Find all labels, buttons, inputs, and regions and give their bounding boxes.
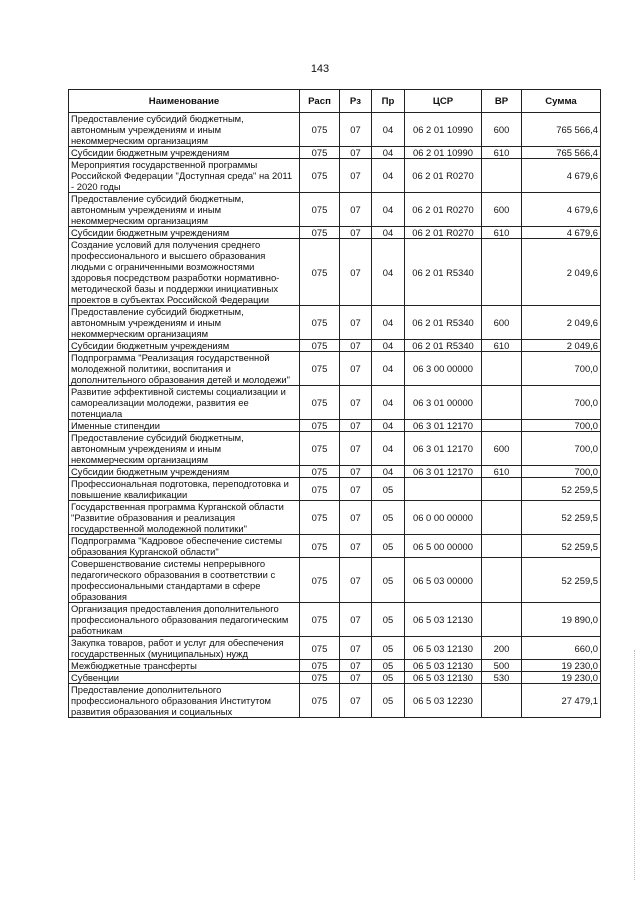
- cell-rasp: 075: [300, 637, 340, 660]
- cell-pr: 05: [372, 660, 405, 672]
- cell-vr: [482, 478, 522, 501]
- cell-vr: 610: [482, 466, 522, 478]
- cell-sum: 52 259,5: [522, 478, 601, 501]
- table-row: [69, 558, 601, 603]
- cell-rasp: 075: [300, 227, 340, 239]
- table-row: [69, 660, 601, 672]
- cell-csr: 06 5 03 12130: [405, 672, 482, 684]
- cell-vr: 600: [482, 306, 522, 340]
- cell-rasp: 075: [300, 306, 340, 340]
- cell-csr: 06 5 03 12130: [405, 603, 482, 637]
- cell-csr: 06 3 01 12170: [405, 466, 482, 478]
- cell-rasp: 075: [300, 193, 340, 227]
- cell-sum: 765 566,4: [522, 113, 601, 147]
- cell-rz: 07: [340, 306, 372, 340]
- cell-pr: 05: [372, 637, 405, 660]
- table-row: [69, 637, 601, 660]
- cell-vr: [482, 501, 522, 535]
- cell-sum: 765 566,4: [522, 147, 601, 159]
- cell-vr: 610: [482, 340, 522, 352]
- cell-name: Субвенции: [69, 672, 300, 684]
- cell-csr: [405, 478, 482, 501]
- table-row: [69, 603, 601, 637]
- cell-name: Предоставление субсидий бюджетным, автономным учреждениям и иным некоммерческим организациям: [69, 193, 300, 227]
- cell-name: Создание условий для получения среднего профессионального и высшего образования людьми с ограниченными возможностями здоровья посредством разработки нормативно-методической базы и поддержки инициативных проектов в субъектах Российской Федерации: [69, 239, 300, 306]
- table-row: [69, 352, 601, 386]
- cell-sum: 27 479,1: [522, 684, 601, 718]
- cell-rz: 07: [340, 147, 372, 159]
- cell-vr: 200: [482, 637, 522, 660]
- cell-rz: 07: [340, 239, 372, 306]
- cell-name: Предоставление субсидий бюджетным, автономным учреждениям и иным некоммерческим организациям: [69, 432, 300, 466]
- cell-rz: 07: [340, 340, 372, 352]
- cell-vr: [482, 603, 522, 637]
- cell-rz: 07: [340, 193, 372, 227]
- cell-name: Подпрограмма "Кадровое обеспечение системы образования Курганской области": [69, 535, 300, 558]
- cell-rasp: 075: [300, 501, 340, 535]
- cell-rz: 07: [340, 352, 372, 386]
- cell-csr: 06 5 03 12130: [405, 660, 482, 672]
- cell-rasp: 075: [300, 478, 340, 501]
- cell-csr: 06 5 03 00000: [405, 558, 482, 603]
- page-number: 143: [310, 63, 330, 75]
- cell-csr: 06 2 01 R5340: [405, 340, 482, 352]
- cell-vr: 500: [482, 660, 522, 672]
- cell-pr: 04: [372, 193, 405, 227]
- cell-rz: 07: [340, 558, 372, 603]
- cell-rasp: 075: [300, 603, 340, 637]
- cell-name: Межбюджетные трансферты: [69, 660, 300, 672]
- cell-sum: 660,0: [522, 637, 601, 660]
- cell-pr: 05: [372, 558, 405, 603]
- cell-csr: 06 2 01 R5340: [405, 239, 482, 306]
- cell-rasp: 075: [300, 352, 340, 386]
- header-rz: Рз: [340, 90, 372, 113]
- cell-rasp: 075: [300, 432, 340, 466]
- cell-rz: 07: [340, 386, 372, 420]
- cell-csr: 06 5 00 00000: [405, 535, 482, 558]
- cell-vr: [482, 535, 522, 558]
- cell-name: Субсидии бюджетным учреждениям: [69, 340, 300, 352]
- cell-sum: 2 049,6: [522, 239, 601, 306]
- table-header-row: [69, 90, 601, 113]
- table-row: [69, 432, 601, 466]
- table-row: [69, 420, 601, 432]
- header-pr: Пр: [372, 90, 405, 113]
- cell-csr: 06 2 01 10990: [405, 113, 482, 147]
- cell-rz: 07: [340, 603, 372, 637]
- cell-rasp: 075: [300, 672, 340, 684]
- cell-name: Субсидии бюджетным учреждениям: [69, 227, 300, 239]
- cell-vr: [482, 352, 522, 386]
- cell-sum: 52 259,5: [522, 535, 601, 558]
- cell-vr: 600: [482, 193, 522, 227]
- cell-sum: 700,0: [522, 466, 601, 478]
- header-rasp: Расп: [300, 90, 340, 113]
- cell-pr: 04: [372, 113, 405, 147]
- cell-sum: 700,0: [522, 386, 601, 420]
- cell-name: Мероприятия государственной программы Российской Федерации "Доступная среда" на 2011 - 2020 годы: [69, 159, 300, 193]
- cell-sum: 700,0: [522, 352, 601, 386]
- cell-rz: 07: [340, 535, 372, 558]
- cell-rz: 07: [340, 684, 372, 718]
- cell-name: Подпрограмма "Реализация государственной молодежной политики, воспитания и дополнительного образования детей и молодежи": [69, 352, 300, 386]
- cell-csr: 06 3 01 12170: [405, 432, 482, 466]
- cell-rz: 07: [340, 478, 372, 501]
- cell-vr: 610: [482, 147, 522, 159]
- cell-rasp: 075: [300, 340, 340, 352]
- cell-csr: 06 3 01 00000: [405, 386, 482, 420]
- cell-rasp: 075: [300, 466, 340, 478]
- cell-name: Развитие эффективной системы социализации и самореализации молодежи, развития ее потенциала: [69, 386, 300, 420]
- cell-name: Профессиональная подготовка, переподготовка и повышение квалификации: [69, 478, 300, 501]
- cell-rasp: 075: [300, 239, 340, 306]
- table-row: [69, 193, 601, 227]
- cell-csr: 06 2 01 R5340: [405, 306, 482, 340]
- cell-vr: [482, 420, 522, 432]
- cell-pr: 04: [372, 227, 405, 239]
- cell-rz: 07: [340, 466, 372, 478]
- cell-vr: [482, 386, 522, 420]
- cell-sum: 19 230,0: [522, 672, 601, 684]
- cell-vr: [482, 239, 522, 306]
- cell-csr: 06 0 00 00000: [405, 501, 482, 535]
- cell-pr: 04: [372, 432, 405, 466]
- cell-sum: 700,0: [522, 420, 601, 432]
- cell-csr: 06 2 01 R0270: [405, 227, 482, 239]
- cell-pr: 05: [372, 535, 405, 558]
- header-vr: ВР: [482, 90, 522, 113]
- header-sum: Сумма: [522, 90, 601, 113]
- cell-vr: 600: [482, 113, 522, 147]
- cell-csr: 06 5 03 12130: [405, 637, 482, 660]
- table-row: [69, 113, 601, 147]
- cell-rz: 07: [340, 432, 372, 466]
- cell-rasp: 075: [300, 660, 340, 672]
- cell-rasp: 075: [300, 386, 340, 420]
- cell-rasp: 075: [300, 558, 340, 603]
- cell-pr: 05: [372, 684, 405, 718]
- cell-rz: 07: [340, 660, 372, 672]
- cell-sum: 700,0: [522, 432, 601, 466]
- table-row: [69, 340, 601, 352]
- cell-name: Предоставление дополнительного профессионального образования Институтом развития образования и социальных: [69, 684, 300, 718]
- cell-sum: 4 679,6: [522, 193, 601, 227]
- cell-name: Совершенствование системы непрерывного педагогического образования в соответствии с профессиональными стандартами в сфере образования: [69, 558, 300, 603]
- cell-vr: 600: [482, 432, 522, 466]
- table-row: [69, 147, 601, 159]
- cell-rz: 07: [340, 159, 372, 193]
- cell-csr: 06 3 01 12170: [405, 420, 482, 432]
- cell-rz: 07: [340, 420, 372, 432]
- cell-pr: 04: [372, 306, 405, 340]
- cell-vr: [482, 558, 522, 603]
- cell-vr: 610: [482, 227, 522, 239]
- header-csr: ЦСР: [405, 90, 482, 113]
- table-row: [69, 159, 601, 193]
- cell-rasp: 075: [300, 684, 340, 718]
- table-row: [69, 239, 601, 306]
- cell-name: Организация предоставления дополнительного профессионального образования педагогическим работникам: [69, 603, 300, 637]
- table-row: [69, 227, 601, 239]
- header-name: Наименование: [69, 90, 300, 113]
- cell-pr: 05: [372, 478, 405, 501]
- cell-sum: 4 679,6: [522, 227, 601, 239]
- cell-pr: 04: [372, 147, 405, 159]
- cell-sum: 2 049,6: [522, 306, 601, 340]
- table-row: [69, 478, 601, 501]
- cell-csr: 06 2 01 R0270: [405, 193, 482, 227]
- cell-pr: 04: [372, 386, 405, 420]
- cell-sum: 19 230,0: [522, 660, 601, 672]
- table-row: [69, 535, 601, 558]
- cell-rz: 07: [340, 637, 372, 660]
- cell-pr: 04: [372, 159, 405, 193]
- table-row: [69, 306, 601, 340]
- cell-rz: 07: [340, 227, 372, 239]
- cell-pr: 04: [372, 420, 405, 432]
- cell-pr: 05: [372, 501, 405, 535]
- cell-sum: 4 679,6: [522, 159, 601, 193]
- cell-rz: 07: [340, 501, 372, 535]
- cell-name: Государственная программа Курганской области "Развитие образования и реализация государственной молодежной политики": [69, 501, 300, 535]
- cell-vr: [482, 159, 522, 193]
- cell-rasp: 075: [300, 535, 340, 558]
- cell-pr: 05: [372, 603, 405, 637]
- table-row: [69, 386, 601, 420]
- table-body: [69, 113, 601, 718]
- cell-csr: 06 5 03 12230: [405, 684, 482, 718]
- cell-rz: 07: [340, 672, 372, 684]
- cell-sum: 52 259,5: [522, 501, 601, 535]
- cell-rasp: 075: [300, 420, 340, 432]
- cell-rasp: 075: [300, 147, 340, 159]
- cell-pr: 04: [372, 352, 405, 386]
- cell-name: Именные стипендии: [69, 420, 300, 432]
- cell-rz: 07: [340, 113, 372, 147]
- cell-csr: 06 3 00 00000: [405, 352, 482, 386]
- budget-table: [68, 89, 601, 718]
- table-row: [69, 501, 601, 535]
- cell-pr: 04: [372, 239, 405, 306]
- cell-csr: 06 2 01 R0270: [405, 159, 482, 193]
- cell-rasp: 075: [300, 159, 340, 193]
- cell-name: Предоставление субсидий бюджетным, автономным учреждениям и иным некоммерческим организациям: [69, 306, 300, 340]
- cell-sum: 52 259,5: [522, 558, 601, 603]
- cell-vr: [482, 684, 522, 718]
- cell-rasp: 075: [300, 113, 340, 147]
- table-row: [69, 672, 601, 684]
- cell-name: Предоставление субсидий бюджетным, автономным учреждениям и иным некоммерческим организациям: [69, 113, 300, 147]
- cell-name: Субсидии бюджетным учреждениям: [69, 466, 300, 478]
- cell-pr: 05: [372, 672, 405, 684]
- scan-edge-marks: [634, 650, 636, 880]
- cell-name: Субсидии бюджетным учреждениям: [69, 147, 300, 159]
- cell-pr: 04: [372, 340, 405, 352]
- cell-vr: 530: [482, 672, 522, 684]
- cell-sum: 2 049,6: [522, 340, 601, 352]
- cell-csr: 06 2 01 10990: [405, 147, 482, 159]
- cell-name: Закупка товаров, работ и услуг для обеспечения государственных (муниципальных) нужд: [69, 637, 300, 660]
- table-row: [69, 466, 601, 478]
- cell-sum: 19 890,0: [522, 603, 601, 637]
- cell-pr: 04: [372, 466, 405, 478]
- table-row: [69, 684, 601, 718]
